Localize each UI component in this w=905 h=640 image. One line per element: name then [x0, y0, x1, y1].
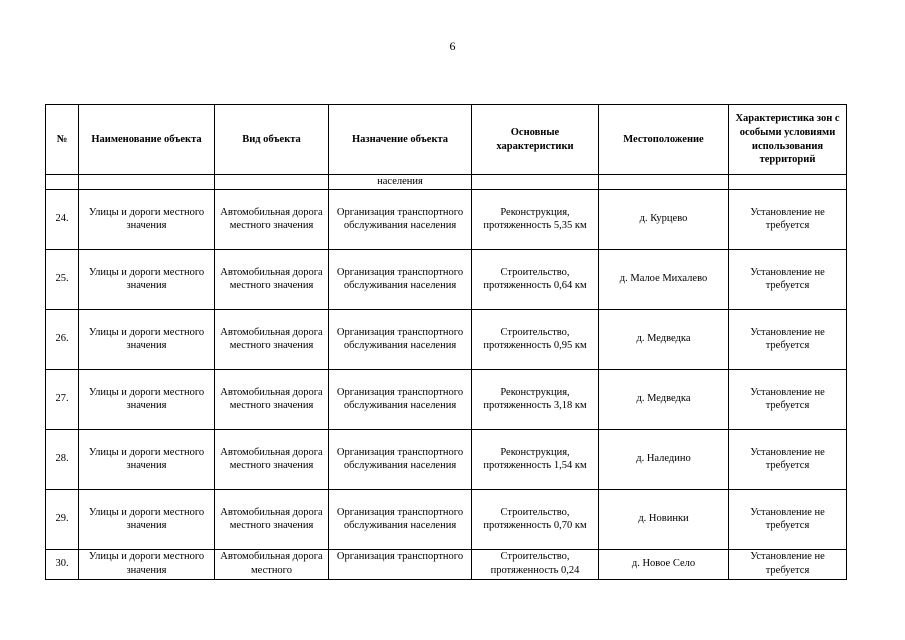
cell-number: 30. — [46, 549, 79, 579]
cell-location: д. Новинки — [599, 489, 729, 549]
cell-type: Автомобильная дорога местного значения — [215, 369, 329, 429]
cell-zones: Установление не требуется — [729, 309, 847, 369]
cell-purpose: Организация транспортного обслуживания населения — [329, 369, 472, 429]
cell-name: Улицы и дороги местного значения — [79, 309, 215, 369]
cell-number: 27. — [46, 369, 79, 429]
cell-characteristics: Реконструкция, протяженность 1,54 км — [472, 429, 599, 489]
cell-number: 24. — [46, 189, 79, 249]
cell-purpose: Организация транспортного обслуживания населения — [329, 189, 472, 249]
cell-name: Улицы и дороги местного значения — [79, 489, 215, 549]
cell-type: Автомобильная дорога местного значения — [215, 489, 329, 549]
cell-location: д. Медведка — [599, 309, 729, 369]
cell-zones: Установление не требуется — [729, 369, 847, 429]
cell-location: д. Медведка — [599, 369, 729, 429]
cell-zones: Установление не требуется — [729, 189, 847, 249]
cell-purpose: населения — [329, 175, 472, 190]
cell-number: 26. — [46, 309, 79, 369]
table-row — [46, 429, 847, 489]
cell-characteristics: Строительство, протяженность 0,24 — [472, 549, 599, 579]
cell-zones: Установление не требуется — [729, 429, 847, 489]
cell-type: Автомобильная дорога местного значения — [215, 249, 329, 309]
table-row — [46, 369, 847, 429]
col-header-type: Вид объекта — [215, 105, 329, 175]
cell-number: 28. — [46, 429, 79, 489]
col-header-characteristics: Основные характеристики — [472, 105, 599, 175]
cell-zones: Установление не требуется — [729, 549, 847, 579]
cell-number: 29. — [46, 489, 79, 549]
table-row — [46, 189, 847, 249]
col-header-zones: Характеристика зон с особыми условиями использования территорий — [729, 105, 847, 175]
cell-name: Улицы и дороги местного значения — [79, 249, 215, 309]
cell-characteristics — [472, 175, 599, 190]
col-header-purpose: Назначение объекта — [329, 105, 472, 175]
cell-characteristics: Строительство, протяженность 0,70 км — [472, 489, 599, 549]
cell-name: Улицы и дороги местного значения — [79, 369, 215, 429]
col-header-location: Местоположение — [599, 105, 729, 175]
cell-type — [215, 175, 329, 190]
table-row — [46, 489, 847, 549]
cell-purpose: Организация транспортного обслуживания населения — [329, 489, 472, 549]
cell-type: Автомобильная дорога местного значения — [215, 309, 329, 369]
cell-location: д. Малое Михалево — [599, 249, 729, 309]
table-row — [46, 309, 847, 369]
cell-purpose: Организация транспортного — [329, 549, 472, 579]
cell-name: Улицы и дороги местного значения — [79, 429, 215, 489]
cell-location: д. Наледино — [599, 429, 729, 489]
cell-purpose: Организация транспортного обслуживания населения — [329, 309, 472, 369]
cell-zones: Установление не требуется — [729, 489, 847, 549]
table-row — [46, 249, 847, 309]
cell-purpose: Организация транспортного обслуживания населения — [329, 249, 472, 309]
col-header-number: № — [46, 105, 79, 175]
cell-zones: Установление не требуется — [729, 249, 847, 309]
page-number: 6 — [449, 39, 456, 53]
cell-type: Автомобильная дорога местного значения — [215, 429, 329, 489]
cell-characteristics: Строительство, протяженность 0,64 км — [472, 249, 599, 309]
cell-name: Улицы и дороги местного значения — [79, 189, 215, 249]
cell-location — [599, 175, 729, 190]
cell-characteristics: Строительство, протяженность 0,95 км — [472, 309, 599, 369]
cell-type: Автомобильная дорога местного — [215, 549, 329, 579]
cell-name: Улицы и дороги местного значения — [79, 549, 215, 579]
cell-characteristics: Реконструкция, протяженность 3,18 км — [472, 369, 599, 429]
cell-zones — [729, 175, 847, 190]
cell-type: Автомобильная дорога местного значения — [215, 189, 329, 249]
cell-location: д. Новое Село — [599, 549, 729, 579]
continuation-row — [46, 175, 847, 190]
objects-table — [45, 104, 847, 580]
cell-characteristics: Реконструкция, протяженность 5,35 км — [472, 189, 599, 249]
cell-purpose: Организация транспортного обслуживания населения — [329, 429, 472, 489]
cell-number — [46, 175, 79, 190]
cell-location: д. Курцево — [599, 189, 729, 249]
table-header-row — [46, 105, 847, 175]
table-row — [46, 549, 847, 579]
cell-name — [79, 175, 215, 190]
col-header-name: Наименование объекта — [79, 105, 215, 175]
cell-number: 25. — [46, 249, 79, 309]
